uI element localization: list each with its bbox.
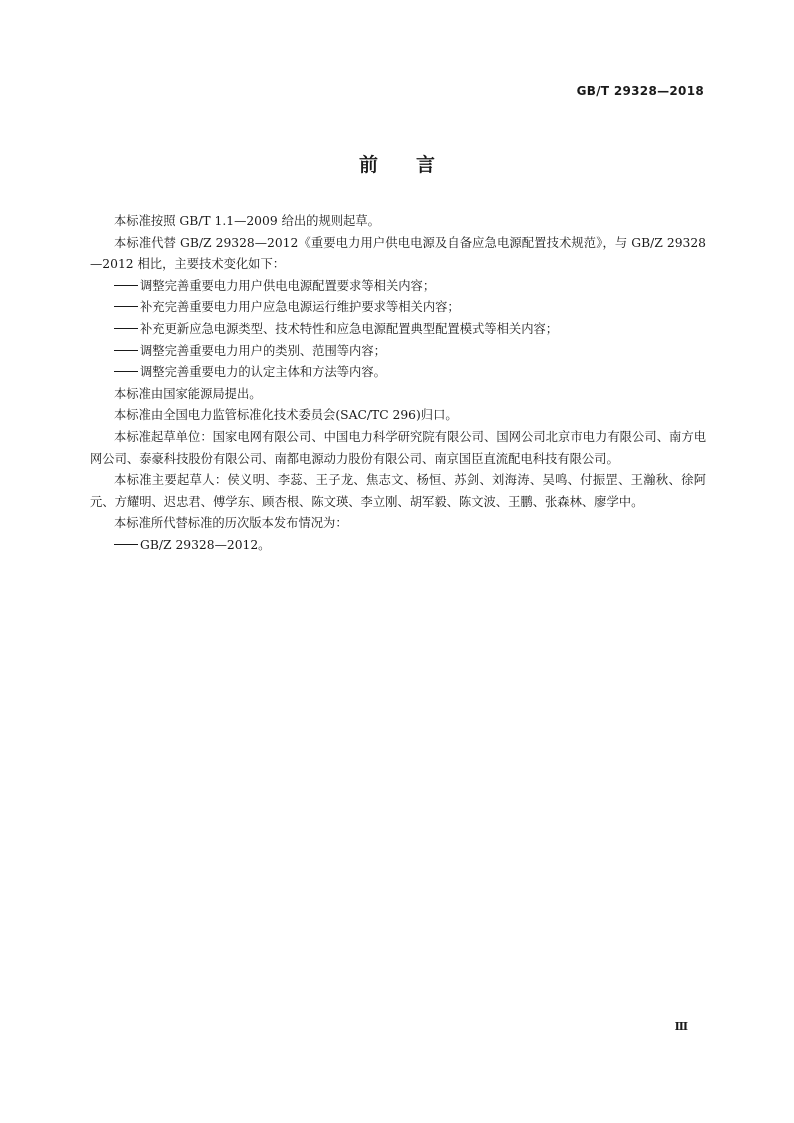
paragraph-replaces: 本标准代替 GB/Z 29328—2012《重要电力用户供电电源及自备应急电源配置技术规范》，与 GB/Z 29328—2012 相比，主要技术变化如下： bbox=[90, 235, 706, 272]
paragraph-drafters: 本标准主要起草人：侯义明、李蕊、王子龙、焦志文、杨恒、苏剑、刘海涛、吴鸣、付振罡、王瀚秋、徐阿元、方耀明、迟忠君、傅学东、顾杏根、陈文瑛、李立刚、胡军毅、陈文波、王鹏、张森林、廖学中。 bbox=[90, 473, 706, 509]
history-item bbox=[90, 535, 706, 557]
standard-number: GB/T 29328—2018 bbox=[576, 84, 704, 98]
change-item-text: 补充更新应急电源类型、技术特性和应急电源配置典型配置模式等相关内容； bbox=[140, 321, 559, 336]
dash-mark bbox=[114, 350, 138, 351]
page-title: 前言 bbox=[358, 154, 473, 176]
change-item-text: 调整完善重要电力的认定主体和方法等内容。 bbox=[140, 365, 386, 380]
change-item bbox=[90, 319, 706, 341]
paragraph-proposer: 本标准由国家能源局提出。 bbox=[114, 386, 262, 401]
dash-mark bbox=[114, 371, 138, 372]
dash-mark bbox=[114, 306, 138, 307]
dash-mark bbox=[114, 285, 138, 286]
paragraph-committee: 本标准由全国电力监管标准化技术委员会(SAC/TC 296)归口。 bbox=[114, 408, 458, 423]
dash-mark bbox=[114, 544, 138, 545]
paragraph-drafting-units: 本标准起草单位：国家电网有限公司、中国电力科学研究院有限公司、国网公司北京市电力有限公司、南方电网公司、泰豪科技股份有限公司、南都电源动力股份有限公司、南京国臣直流配电科技有限公司。 bbox=[90, 429, 706, 466]
change-item bbox=[90, 276, 706, 298]
change-item-text: 调整完善重要电力用户供电电源配置要求等相关内容； bbox=[140, 278, 436, 293]
paragraph-drafting-rules: 本标准按照 GB/T 1.1—2009 给出的规则起草。 bbox=[114, 214, 380, 228]
dash-mark bbox=[114, 328, 138, 329]
change-item-text: 补充完善重要电力用户应急电源运行维护要求等相关内容； bbox=[140, 300, 460, 315]
document-body bbox=[90, 211, 706, 557]
history-item-text: GB/Z 29328—2012。 bbox=[140, 537, 271, 552]
paragraph-history: 本标准所代替标准的历次版本发布情况为： bbox=[114, 516, 348, 531]
change-item bbox=[90, 297, 706, 319]
change-item bbox=[90, 341, 706, 363]
change-item-text: 调整完善重要电力用户的类别、范围等内容； bbox=[140, 343, 386, 358]
change-item bbox=[90, 362, 706, 384]
page-number: Ⅲ bbox=[674, 1020, 688, 1033]
